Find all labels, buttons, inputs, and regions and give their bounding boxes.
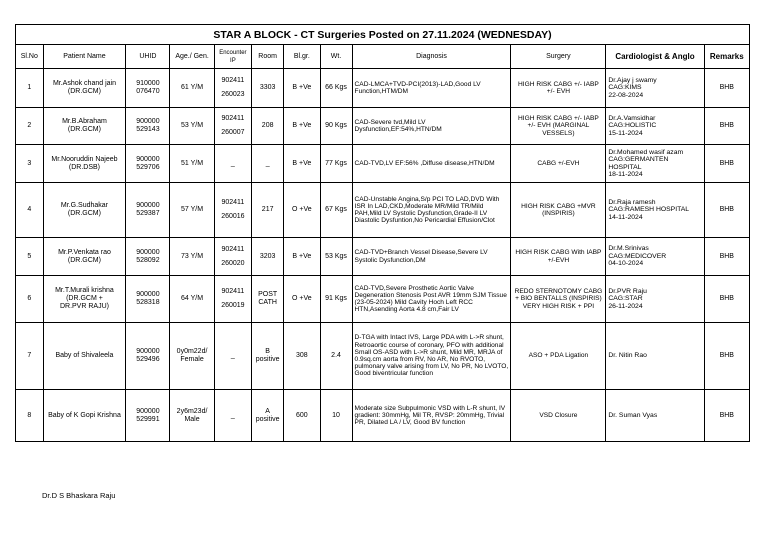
cell-cardiologist: Dr. Nitin Rao [606, 323, 704, 390]
header-blgr: Bl.gr. [284, 45, 320, 69]
cell-wt: 53 Kgs [320, 238, 352, 276]
encounter-part-1: 902411 [221, 245, 245, 253]
cell-surgery: REDO STERNOTOMY CABG + BIO BENTALLS (INSPIRIS) VERY HIGH RISK + PPI [511, 276, 606, 323]
table-row [16, 108, 750, 145]
cell-remarks: BHB [704, 183, 749, 238]
header-remarks: Remarks [704, 45, 749, 69]
cell-remarks: BHB [704, 69, 749, 108]
cell-blgr: B +Ve [284, 238, 320, 276]
encounter-part-1: 902411 [221, 77, 245, 84]
cell-uhid: 910000 076470 [126, 69, 170, 108]
encounter-part-1: _ [230, 159, 235, 167]
cell-patient: Mr.T.Murali krishna (DR.GCM + DR.PVR RAJU) [43, 276, 126, 323]
cell-patient: Baby of K Gopi Krishna [43, 390, 126, 442]
cell-room: 208 [252, 108, 284, 145]
cell-encounter [214, 390, 252, 442]
cell-remarks: BHB [704, 276, 749, 323]
encounter-part-1: 902411 [221, 115, 245, 122]
surgery-table [15, 24, 750, 442]
cell-surgery: HIGH RISK CABG +/- IABP +/- EVH [511, 69, 606, 108]
cell-surgery: ASO + PDA Ligation [511, 323, 606, 390]
cell-slno: 1 [16, 69, 44, 108]
cell-age: 73 Y/M [170, 238, 214, 276]
cell-encounter [214, 145, 252, 183]
cell-uhid: 900000 528318 [126, 276, 170, 323]
row-value: 308 [296, 352, 308, 359]
encounter-part-1: _ [230, 411, 235, 419]
cell-surgery: CABG +/-EVH [511, 145, 606, 183]
cell-diagnosis: D-TGA with Intact IVS, Large PDA with L->R shunt, Retroaortic course of coronary, PFO with additional Small OS-ASD with L->R shunt, Mild MR, MRJA of 0.9sq.cm aorta from RV, No AR, No RVOTO, pulmonary valve arising from LV, No PR, No LVOTO, Good biventricular function [352, 323, 511, 390]
weight-value: 2.4 [331, 352, 341, 359]
encounter-part-1: _ [230, 352, 235, 359]
cell-remarks: BHB [704, 323, 749, 390]
cell-encounter [214, 238, 252, 276]
cell-wt: 77 Kgs [320, 145, 352, 183]
cell-encounter [214, 108, 252, 145]
header-encounter: Encounter IP [214, 45, 252, 69]
cell-surgery: HIGH RISK CABG With IABP +/-EVH [511, 238, 606, 276]
cell-slno: 5 [16, 238, 44, 276]
cell-room: 217 [252, 183, 284, 238]
cell-uhid: 900000 529387 [126, 183, 170, 238]
header-diagnosis: Diagnosis [352, 45, 511, 69]
cell-room [252, 323, 284, 390]
cell-room: _ [252, 145, 284, 183]
header-uhid: UHID [126, 45, 170, 69]
header-slno: Sl.No [16, 45, 44, 69]
cell-remarks: BHB [704, 108, 749, 145]
cell-room: POST CATH [252, 276, 284, 323]
cell-uhid: 900000 529496 [126, 323, 170, 390]
cell-room: A positive [252, 390, 284, 442]
cell-age: 64 Y/M [170, 276, 214, 323]
cell-diagnosis: CAD-Unstable Angina,S/p PCI TO LAD,DVD With ISR In LAD,CKD,Moderate MR/Mild TR/Mild PAH,Mild LV Systolic Dysfunction,Grade-II LV Diastolic Dysfuntion,No Pericardial Effusion/Clot [352, 183, 511, 238]
cell-blgr: O +Ve [284, 276, 320, 323]
encounter-part-2: 260019 [221, 302, 245, 309]
blood-group-value: B positive [255, 348, 280, 363]
encounter-part-1: 902411 [221, 288, 245, 295]
cell-surgery: HIGH RISK CABG +/- IABP +/- EVH (MARGINAL VESSELS) [511, 108, 606, 145]
cell-diagnosis: CAD-TVD+Branch Vessel Disease,Severe LV Systolic Dysfunction,DM [352, 238, 511, 276]
table-row [16, 69, 750, 108]
encounter-part-1: 902411 [221, 199, 245, 206]
table-row [16, 183, 750, 238]
cell-diagnosis: Moderate size Subpulmonic VSD with L-R shunt, IV gradient: 30mmHg, Mil TR, RVSP: 20mmHg, Trivial PR, Dilated LA / LV, Good BV function [352, 390, 511, 442]
header-cardiologist: Cardiologist & Anglo [606, 45, 704, 69]
table-row [16, 276, 750, 323]
cell-patient: Mr.P.Venkata rao (DR.GCM) [43, 238, 126, 276]
cell-blgr: B +Ve [284, 108, 320, 145]
cell-cardiologist: Dr.Raja ramesh CAG:RAMESH HOSPITAL 14-11-2024 [606, 183, 704, 238]
encounter-part-2: 260016 [221, 213, 245, 220]
cell-surgery: HIGH RISK CABG +MVR (INSPIRIS) [511, 183, 606, 238]
cell-room: 3303 [252, 69, 284, 108]
cell-remarks: BHB [704, 145, 749, 183]
encounter-part-2: 260023 [221, 91, 245, 98]
cell-cardiologist: Dr.M.Srinivas CAG:MEDICOVER 04-10-2024 [606, 238, 704, 276]
signature-name: Dr.D S Bhaskara Raju [42, 491, 116, 500]
cell-encounter [214, 69, 252, 108]
header-surgery: Surgery [511, 45, 606, 69]
cell-slno: 8 [16, 390, 44, 442]
table-row [16, 145, 750, 183]
cell-age: 57 Y/M [170, 183, 214, 238]
cell-wt: 91 Kgs [320, 276, 352, 323]
cell-blgr [284, 323, 320, 390]
cell-encounter [214, 183, 252, 238]
header-row [16, 45, 750, 69]
cell-slno: 7 [16, 323, 44, 390]
cell-age: 0y0m22d/ Female [170, 323, 214, 390]
encounter-part-2: 260020 [221, 259, 245, 267]
cell-slno: 6 [16, 276, 44, 323]
table-row [16, 238, 750, 276]
cell-slno: 3 [16, 145, 44, 183]
cell-encounter [214, 323, 252, 390]
cell-uhid: 900000 528092 [126, 238, 170, 276]
cell-slno: 2 [16, 108, 44, 145]
cell-blgr: B +Ve [284, 145, 320, 183]
cell-encounter [214, 276, 252, 323]
cell-uhid: 900000 529143 [126, 108, 170, 145]
cell-diagnosis: CAD-Severe tvd,Mild LV Dysfunction,EF:54%,HTN/DM [352, 108, 511, 145]
cell-remarks: BHB [704, 238, 749, 276]
cell-blgr: B +Ve [284, 69, 320, 108]
cell-patient: Mr.G.Sudhakar (DR.GCM) [43, 183, 126, 238]
cell-wt: 90 Kgs [320, 108, 352, 145]
table-row [16, 323, 750, 390]
cell-diagnosis: CAD-LMCA+TVD-PCI(2013)-LAD,Good LV Function,HTM/DM [352, 69, 511, 108]
cell-cardiologist: Dr.A.Vamsidhar CAG:HOLISTIC 15-11-2024 [606, 108, 704, 145]
cell-cardiologist: Dr.Mohamed wasif azam CAG:GERMANTEN HOSPITAL 18-11-2024 [606, 145, 704, 183]
cell-wt: 67 Kgs [320, 183, 352, 238]
cell-age: 51 Y/M [170, 145, 214, 183]
cell-cardiologist: Dr.Ajay j swamy CAG:KIMS 22-08-2024 [606, 69, 704, 108]
header-patient: Patient Name [43, 45, 126, 69]
header-room: Room [252, 45, 284, 69]
page-title: STAR A BLOCK - CT Surgeries Posted on 27.11.2024 (WEDNESDAY) [16, 25, 750, 45]
cell-age: 61 Y/M [170, 69, 214, 108]
cell-cardiologist: Dr. Suman Vyas [606, 390, 704, 442]
cell-diagnosis: CAD-TVD,LV EF:56% ,Diffuse disease,HTN/DM [352, 145, 511, 183]
cell-wt: 10 [320, 390, 352, 442]
cell-patient: Mr.B.Abraham (DR.GCM) [43, 108, 126, 145]
cell-patient: Baby of Shivaleela [43, 323, 126, 390]
cell-slno: 4 [16, 183, 44, 238]
cell-blgr: 600 [284, 390, 320, 442]
encounter-part-2: 260007 [221, 129, 245, 136]
header-age: Age./ Gen. [170, 45, 214, 69]
cell-surgery: VSD Closure [511, 390, 606, 442]
cell-age: 2y6m23d/ Male [170, 390, 214, 442]
cell-uhid: 900000 529706 [126, 145, 170, 183]
table-row [16, 390, 750, 442]
cell-wt [320, 323, 352, 390]
cell-remarks: BHB [704, 390, 749, 442]
cell-cardiologist: Dr.PVR Raju CAG:STAR 26-11-2024 [606, 276, 704, 323]
cell-patient: Mr.Ashok chand jain (DR.GCM) [43, 69, 126, 108]
header-wt: Wt. [320, 45, 352, 69]
cell-wt: 66 Kgs [320, 69, 352, 108]
cell-patient: Mr.Nooruddin Najeeb (DR.DSB) [43, 145, 126, 183]
cell-uhid: 900000 529991 [126, 390, 170, 442]
cell-diagnosis: CAD-TVD,Severe Prosthetic Aortic Valve Degeneration Stenosis Post AVR 19mm SJM Tissue (23-05-2024) Mild Cavity Hoch Left RCC HTN,Asending Aorta 4.8 cm,Fair LV [352, 276, 511, 323]
cell-room: 3203 [252, 238, 284, 276]
cell-age: 53 Y/M [170, 108, 214, 145]
cell-blgr: O +Ve [284, 183, 320, 238]
